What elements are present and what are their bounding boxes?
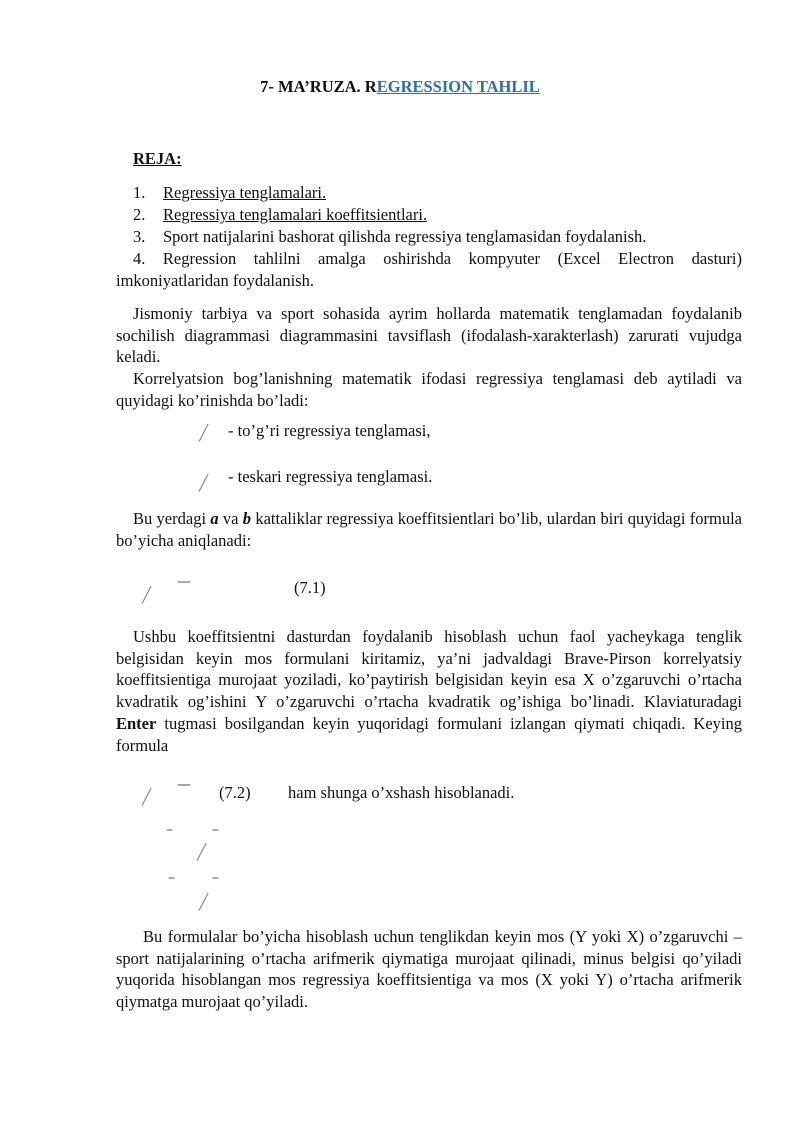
lecture-title [0, 76, 800, 98]
fraction-bar-icon: — [177, 777, 191, 793]
plan-item-text: Sport natijalarini bashorat qilishda regressiya tenglamasidan foydalanish. [163, 227, 647, 246]
formula-placeholder-icon: ╱ [142, 788, 152, 806]
text-run: tugmasi bosilgandan keyin yuqoridagi formulani izlangan qiymati chiqadi. Keying formula [116, 713, 742, 755]
direct-regression-label: - to’g’ri regressiya tenglamasi, [228, 421, 431, 440]
paragraph-3-text [116, 508, 742, 551]
coef-b: b [242, 509, 252, 528]
plan-item-4 [116, 248, 742, 291]
formula-placeholder-icon: ╱ [142, 586, 152, 604]
text-run: Ushbu koeffitsientni dasturdan foydalanib hisoblash uchun faol yacheykaga tenglik belgisidan keyin mos formulani kiritamiz, ya’ni jadvaldagi Brave-Pirson korrelyatsiy koeffitsientiga murojaat yoziladi, ko’paytirish belgisidan keyin esa X o’zgaruvchi o’rtacha kvadratik og’ishini Y o’zgaruvchi o’rtacha kvadratik og’ishiga bo’linadi. Klaviaturadagi [116, 627, 742, 712]
plan-heading: REJA: [133, 149, 182, 168]
paragraph-1-text: Jismoniy tarbiya va sport sohasida ayrim hollarda matematik tenglamadan foydalanib sochilish diagrammasi diagrammasini tavsiflash (ifodalash-xarakterlash) zarurati vujudga keladi. [116, 304, 742, 367]
plan-item-number: 1. [133, 183, 146, 202]
paragraph-3 [116, 508, 742, 551]
formula-placeholder-icon: ╱ [199, 893, 209, 911]
plan-item-1 [133, 182, 326, 203]
paragraph-4-text [116, 626, 742, 756]
plan-item-number: 2. [133, 205, 146, 224]
plan-item-link[interactable]: Regressiya tenglamalari. [163, 183, 327, 202]
formula-placeholder-icon: ╱ [197, 843, 207, 861]
plan-item-text: 4. Regression tahlilni amalga oshirishda kompyuter (Excel Electron dasturi) imkoniyatlaridan foydalanish. [116, 249, 742, 290]
mean-bar-icon: – [166, 822, 173, 838]
mean-bar-icon: – [212, 822, 219, 838]
plan-item-2 [133, 204, 427, 225]
formula-7-2-number: (7.2) [219, 783, 251, 802]
mean-bar-icon: – [168, 870, 175, 886]
text-run: kattaliklar regressiya koeffitsientlari bo’lib, ulardan biri quyidagi formula bo’yicha aniqlanadi: [116, 509, 742, 550]
plan-item-link[interactable]: Regressiya tenglamalari koeffitsientlari. [163, 205, 428, 224]
paragraph-5 [116, 926, 742, 1013]
coef-a: a [210, 509, 219, 528]
paragraph-2-text: Korrelyatsion bog’lanishning matematik ifodasi regressiya tenglamasi deb aytiladi va quyidagi ko’rinishda bo’ladi: [116, 369, 742, 410]
plan-item-number: 3. [133, 227, 146, 246]
formula-7-2-text: ham shunga o’xshash hisoblanadi. [288, 783, 515, 802]
formula-placeholder-icon: ╱ [199, 474, 209, 492]
title-prefix: 7- MA’RUZA. R [260, 77, 377, 96]
text-run: Bu yerdagi [133, 509, 211, 528]
title-link[interactable]: EGRESSION TAHLIL [376, 77, 540, 96]
plan-item-3 [133, 226, 646, 247]
enter-key-label: Enter [116, 713, 157, 733]
formula-7-1-number: (7.1) [294, 578, 326, 597]
text-run: va [218, 509, 243, 528]
inverse-regression-label: - teskari regressiya tenglamasi. [228, 467, 433, 486]
paragraph-4 [116, 626, 742, 756]
paragraph-5-text: Bu formulalar bo’yicha hisoblash uchun tenglikdan keyin mos (Y yoki X) o’zgaruvchi – sport natijalarining o’rtacha arifmerik qiymatiga murojaat qilinadi, minus belgisi qo’yiladi yuqorida hisoblangan mos regressiya koeffitsientiga va mos (X yoki Y) o’rtacha arifmerik qiymatga murojaat qo’yiladi. [116, 927, 742, 1012]
paragraph-1 [116, 303, 742, 412]
mean-bar-icon: – [212, 870, 219, 886]
fraction-bar-icon: — [177, 574, 191, 590]
formula-placeholder-icon: ╱ [199, 424, 209, 442]
